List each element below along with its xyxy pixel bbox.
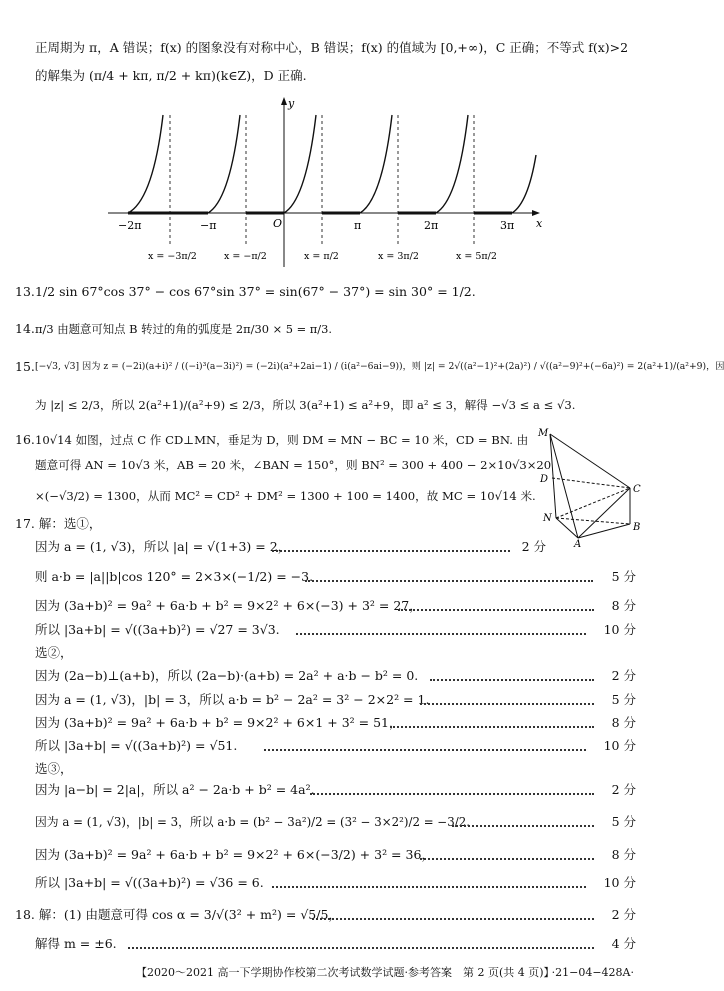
point-label: D — [540, 474, 549, 485]
asymptote-labels — [148, 251, 497, 262]
tick-label: 2π — [424, 219, 439, 232]
page-footer — [0, 963, 652, 983]
q17-row: 因为 a = (1, √3)，|b| = 3，所以 a·b = b² − 2a² = 3² − 2×2² = 1. 5 分 — [35, 692, 636, 707]
q17-row: 因为 a = (1, √3)，|b| = 3，所以 a·b = (b² − 3a²)/2 = (3² − 3×2²)/2 = −3/2. 5 分 — [35, 814, 636, 829]
point-label: M — [538, 428, 549, 439]
origin-label: O — [273, 217, 283, 230]
tick-label: −π — [200, 219, 217, 232]
q17-row: 所以 |3a+b| = √((3a+b)²) = √27 = 3√3. 10 分 — [35, 622, 636, 637]
footer-title: 【2020～2021 高一下学期协作校第二次考试数学试题·参考答案 第 2 页(共 4 页)】 — [136, 966, 555, 979]
q17-row: 因为 (3a+b)² = 9a² + 6a·b + b² = 9×2² + 6×(−3/2) + 3² = 36， 8 分 — [35, 847, 636, 862]
y-axis-arrow — [281, 97, 287, 105]
q17-row: 因为 (3a+b)² = 9a² + 6a·b + b² = 9×2² + 6×1 + 3² = 51， 8 分 — [35, 715, 636, 730]
answer-15-cont: 为 |z| ≤ 2/3，所以 2(a²+1)/(a²+9) ≤ 2/3，所以 3(a²+1) ≤ a²+9，即 a² ≤ 3，解得 −√3 ≤ a ≤ √3. — [35, 398, 576, 412]
intro-line-2: 的解集为 (π/4 + kπ, π/2 + kπ)(k∈Z)，D 正确. — [35, 68, 307, 83]
tick-label: 3π — [500, 219, 515, 232]
asymptote-label: x = −π/2 — [224, 251, 267, 262]
q17-sel3: 选③， — [35, 761, 73, 776]
point-label: C — [633, 484, 641, 495]
tick-labels — [118, 219, 514, 232]
asymptote-label: x = 5π/2 — [456, 251, 497, 262]
q17-row: 则 a·b = |a||b|cos 120° = 2×3×(−1/2) = −3. 5 分 — [35, 569, 636, 584]
asymptote-label: x = π/2 — [304, 251, 339, 262]
tick-label: −2π — [118, 219, 142, 232]
function-graph — [108, 95, 548, 273]
point-label: N — [543, 513, 552, 524]
intro-line-1: 正周期为 π，A 错误；f(x) 的图象没有对称中心，B 错误；f(x) 的值域为 [0,+∞)，C 正确；不等式 f(x)>2 — [35, 40, 629, 55]
q17-row: 因为 |a−b| = 2|a|，所以 a² − 2a·b + b² = 4a². 2 分 — [35, 782, 636, 797]
answer-16: 16. 10√14 如图，过点 C 作 CD⊥MN，垂足为 D，则 DM = MN − BC = 10 米，CD = BN. 由 — [15, 432, 529, 447]
answer-15: 15. [−√3, √3] 因为 z = (−2i)(a+i)² / ((−i)³(a−3i)²) = (−2i)(a²+2ai−1) / (i(a²−6ai−9))，则 |z| = 2√((a²−1)²+(2a)²) / √((a²−9)²+(−6a)²) = 2(a²+1)/(a²+9)，因 — [15, 359, 724, 374]
footer-code: ·21−04−428A· — [551, 966, 634, 979]
answer-14: 14. π/3 由题意可知点 B 转过的角的弧度是 2π/30 × 5 = π/3. — [15, 321, 332, 336]
x-axis-label: x — [536, 217, 543, 230]
y-axis-label: y — [288, 97, 295, 110]
answer-13: 13. 1/2 sin 67°cos 37° − cos 67°sin 37° = sin(67° − 37°) = sin 30° = 1/2. — [15, 284, 476, 299]
q18-solve: 解得 m = ±6. 4 分 — [35, 936, 636, 951]
point-label: A — [574, 539, 582, 550]
answer-16-cont: 题意可得 AN = 10√3 米，AB = 20 米，∠BAN = 150°，则 BN² = 300 + 400 − 2×10√3×20 — [35, 458, 552, 472]
q17-sel2: 选②， — [35, 645, 73, 660]
point-label: B — [633, 522, 641, 533]
q17-head: 17. 解：选①， — [15, 516, 102, 531]
q17-row: 所以 |3a+b| = √((3a+b)²) = √36 = 6. 10 分 — [35, 875, 636, 890]
q17-row: 因为 a = (1, √3)，所以 |a| = √(1+3) = 2， 2 分 — [35, 539, 546, 554]
tick-label: π — [354, 219, 362, 232]
asymptote-label: x = 3π/2 — [378, 251, 419, 262]
answer-16-cont2: ×(−√3/2) = 1300，从而 MC² = CD² + DM² = 1300 + 100 = 1400，故 MC = 10√14 米. — [35, 489, 536, 503]
graph-curves — [128, 115, 536, 213]
q18-head: 18. 解：(1) 由题意可得 cos α = 3/√(3² + m²) = √5/5， 2 分 — [15, 907, 636, 922]
q17-row: 因为 (3a+b)² = 9a² + 6a·b + b² = 9×2² + 6×(−3) + 3² = 27， 8 分 — [35, 598, 636, 613]
q17-row: 因为 (2a−b)⊥(a+b)，所以 (2a−b)·(a+b) = 2a² + a·b − b² = 0. 2 分 — [35, 668, 636, 683]
x-axis-arrow — [532, 210, 540, 216]
asymptote-label: x = −3π/2 — [148, 251, 197, 262]
q17-row: 所以 |3a+b| = √((3a+b)²) = √51. 10 分 — [35, 738, 636, 753]
